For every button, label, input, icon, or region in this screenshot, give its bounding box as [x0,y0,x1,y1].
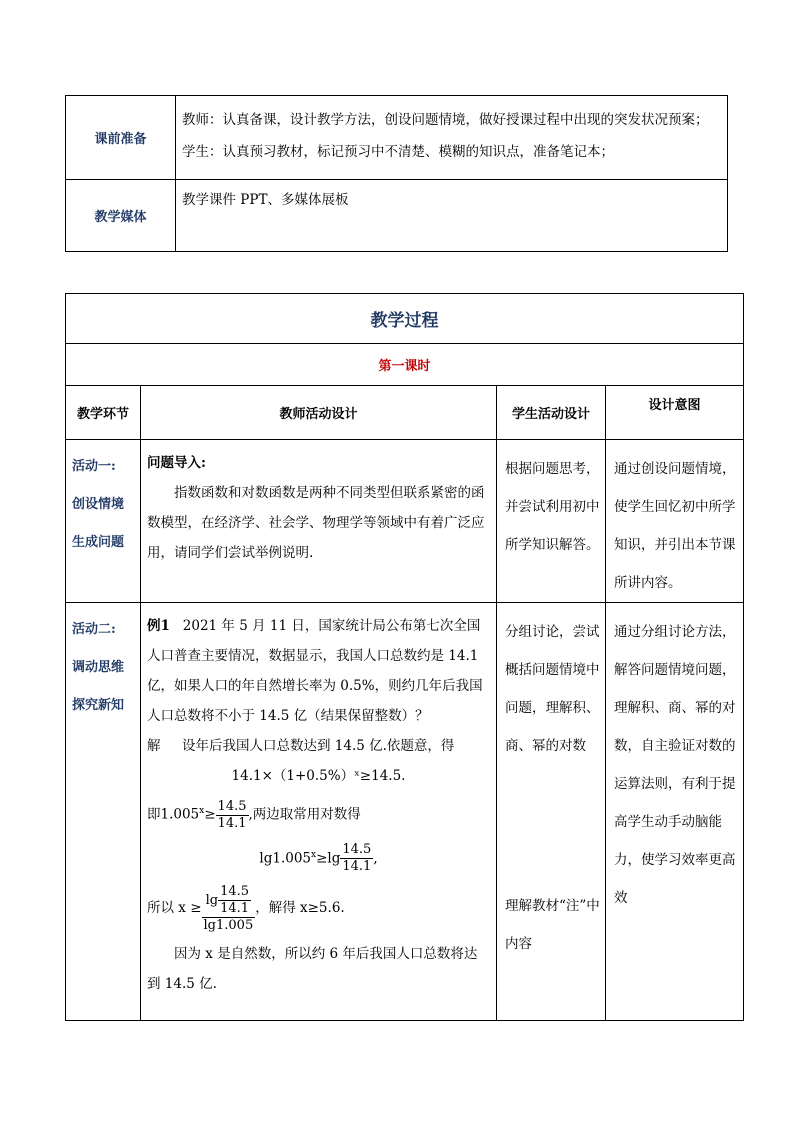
step2-suffix: ,两边取常用对数得 [248,806,361,823]
solution-paragraph [147,731,490,761]
activity1-student: 根据问题思考，并尝试利用初中所学知识解答。 [497,440,606,603]
step4-denominator: lg1.005 [203,918,254,933]
example-label: 例1 [147,618,170,634]
step4-prefix: 所以 x ≥ [147,900,202,916]
activity1-label [66,440,141,603]
step4-lg: lg [205,893,219,908]
activity1-label-line1: 活动一: [72,459,116,474]
activity2-student [497,603,606,1021]
step4-inner-numerator: 14.5 [220,884,250,899]
activity2-teacher [141,603,497,1021]
activity2-label-line1: 活动二: [72,622,116,637]
equation-2 [147,791,490,835]
process-title: 教学过程 [66,294,744,344]
step2-fraction [216,799,249,832]
activity2-student-a: 分组讨论，尝试概括问题情境中问题，理解积、商、幂的对数 [505,624,600,754]
header-teacher: 教师活动设计 [141,386,497,440]
activity2-label [66,603,141,1021]
activity2-student-b: 理解教材“注”中内容 [505,898,600,952]
activity2-label-line3: 探究新知 [72,698,125,713]
prep-content [176,96,728,180]
solution-text: 设年后我国人口总数达到 14.5 亿.依题意，得 [181,738,455,754]
activity1-label-line2: 创设情境 [72,497,125,512]
activity2-label-line2: 调动思维 [72,660,125,675]
activity1-heading: 问题导入: [147,455,206,471]
step2-denominator: 14.1 [217,815,247,831]
step4-inner-fraction [218,884,251,917]
process-table [65,293,744,1021]
step2-prefix: 即1.005 [147,806,200,823]
step4-inner-denominator: 14.1 [220,901,250,916]
conclusion: 因为 x 是自然数，所以约 6 年后我国人口总数将达到 14.5 亿. [147,946,478,992]
example-text: 2021 年 5 月 11 日，国家统计局公布第七次全国人口普查主要情况，数据显示，我国人口总数约是 14.1 亿，如果人口的年自然增长率为 0.5%，则约几年后我国人口总数将不小于 14.5 亿（结果保留整数）？ [147,618,483,724]
header-stage: 教学环节 [66,386,141,440]
eq3-exponent: x [311,849,317,860]
step4-suffix: ，解得 x≥5.6. [255,900,345,916]
step4-numerator [202,884,256,918]
example-paragraph [147,611,490,731]
eq3-denominator: 14.1 [342,859,372,874]
eq3-numerator: 14.5 [342,842,372,857]
eq3-mid: ≥lg [316,850,341,866]
eq3-left: lg1.005 [259,850,311,866]
student-prep-line: 学生：认真预习教材，标记预习中不清楚、模糊的知识点，准备笔记本； [182,144,614,160]
step2-exponent: x [199,806,205,816]
media-content: 教学课件 PPT、多媒体展板 [176,180,728,252]
equation-4 [147,884,490,933]
step4-fraction [202,884,256,933]
activity2-intent: 通过分组讨论方法，解答问题情境问题，理解积、商、幂的对数，自主验证对数的运算法则，有利于提高学生动手动脑能力，使学习效率更高效 [606,603,744,1021]
media-label: 教学媒体 [66,180,176,252]
activity1-teacher [141,440,497,603]
header-student: 学生活动设计 [497,386,606,440]
step2-ge: ≥ [204,806,216,823]
prep-table [65,95,728,252]
prep-label: 课前准备 [66,96,176,180]
eq3-fraction [340,842,373,875]
solution-label: 解 [147,738,161,754]
lesson-subtitle: 第一课时 [66,344,744,386]
step2-numerator: 14.5 [217,798,247,814]
activity1-text: 指数函数和对数函数是两种不同类型但联系紧密的函数模型，在经济学、社会学、物理学等领域中有着广泛应用，请同学们尝试举例说明. [147,485,485,561]
header-intent: 设计意图 [606,386,744,440]
equation-1: 14.1×（1+0.5%）ˣ≥14.5. [231,768,406,784]
activity1-label-line3: 生成问题 [72,535,125,550]
eq3-tail: , [373,850,378,866]
equation-3 [147,835,490,879]
teacher-prep-line: 教师：认真备课，设计教学方法，创设问题情境，做好授课过程中出现的突发状况预案； [182,112,709,128]
activity1-intent: 通过创设问题情境，使学生回忆初中所学知识，并引出本节课所讲内容。 [606,440,744,603]
